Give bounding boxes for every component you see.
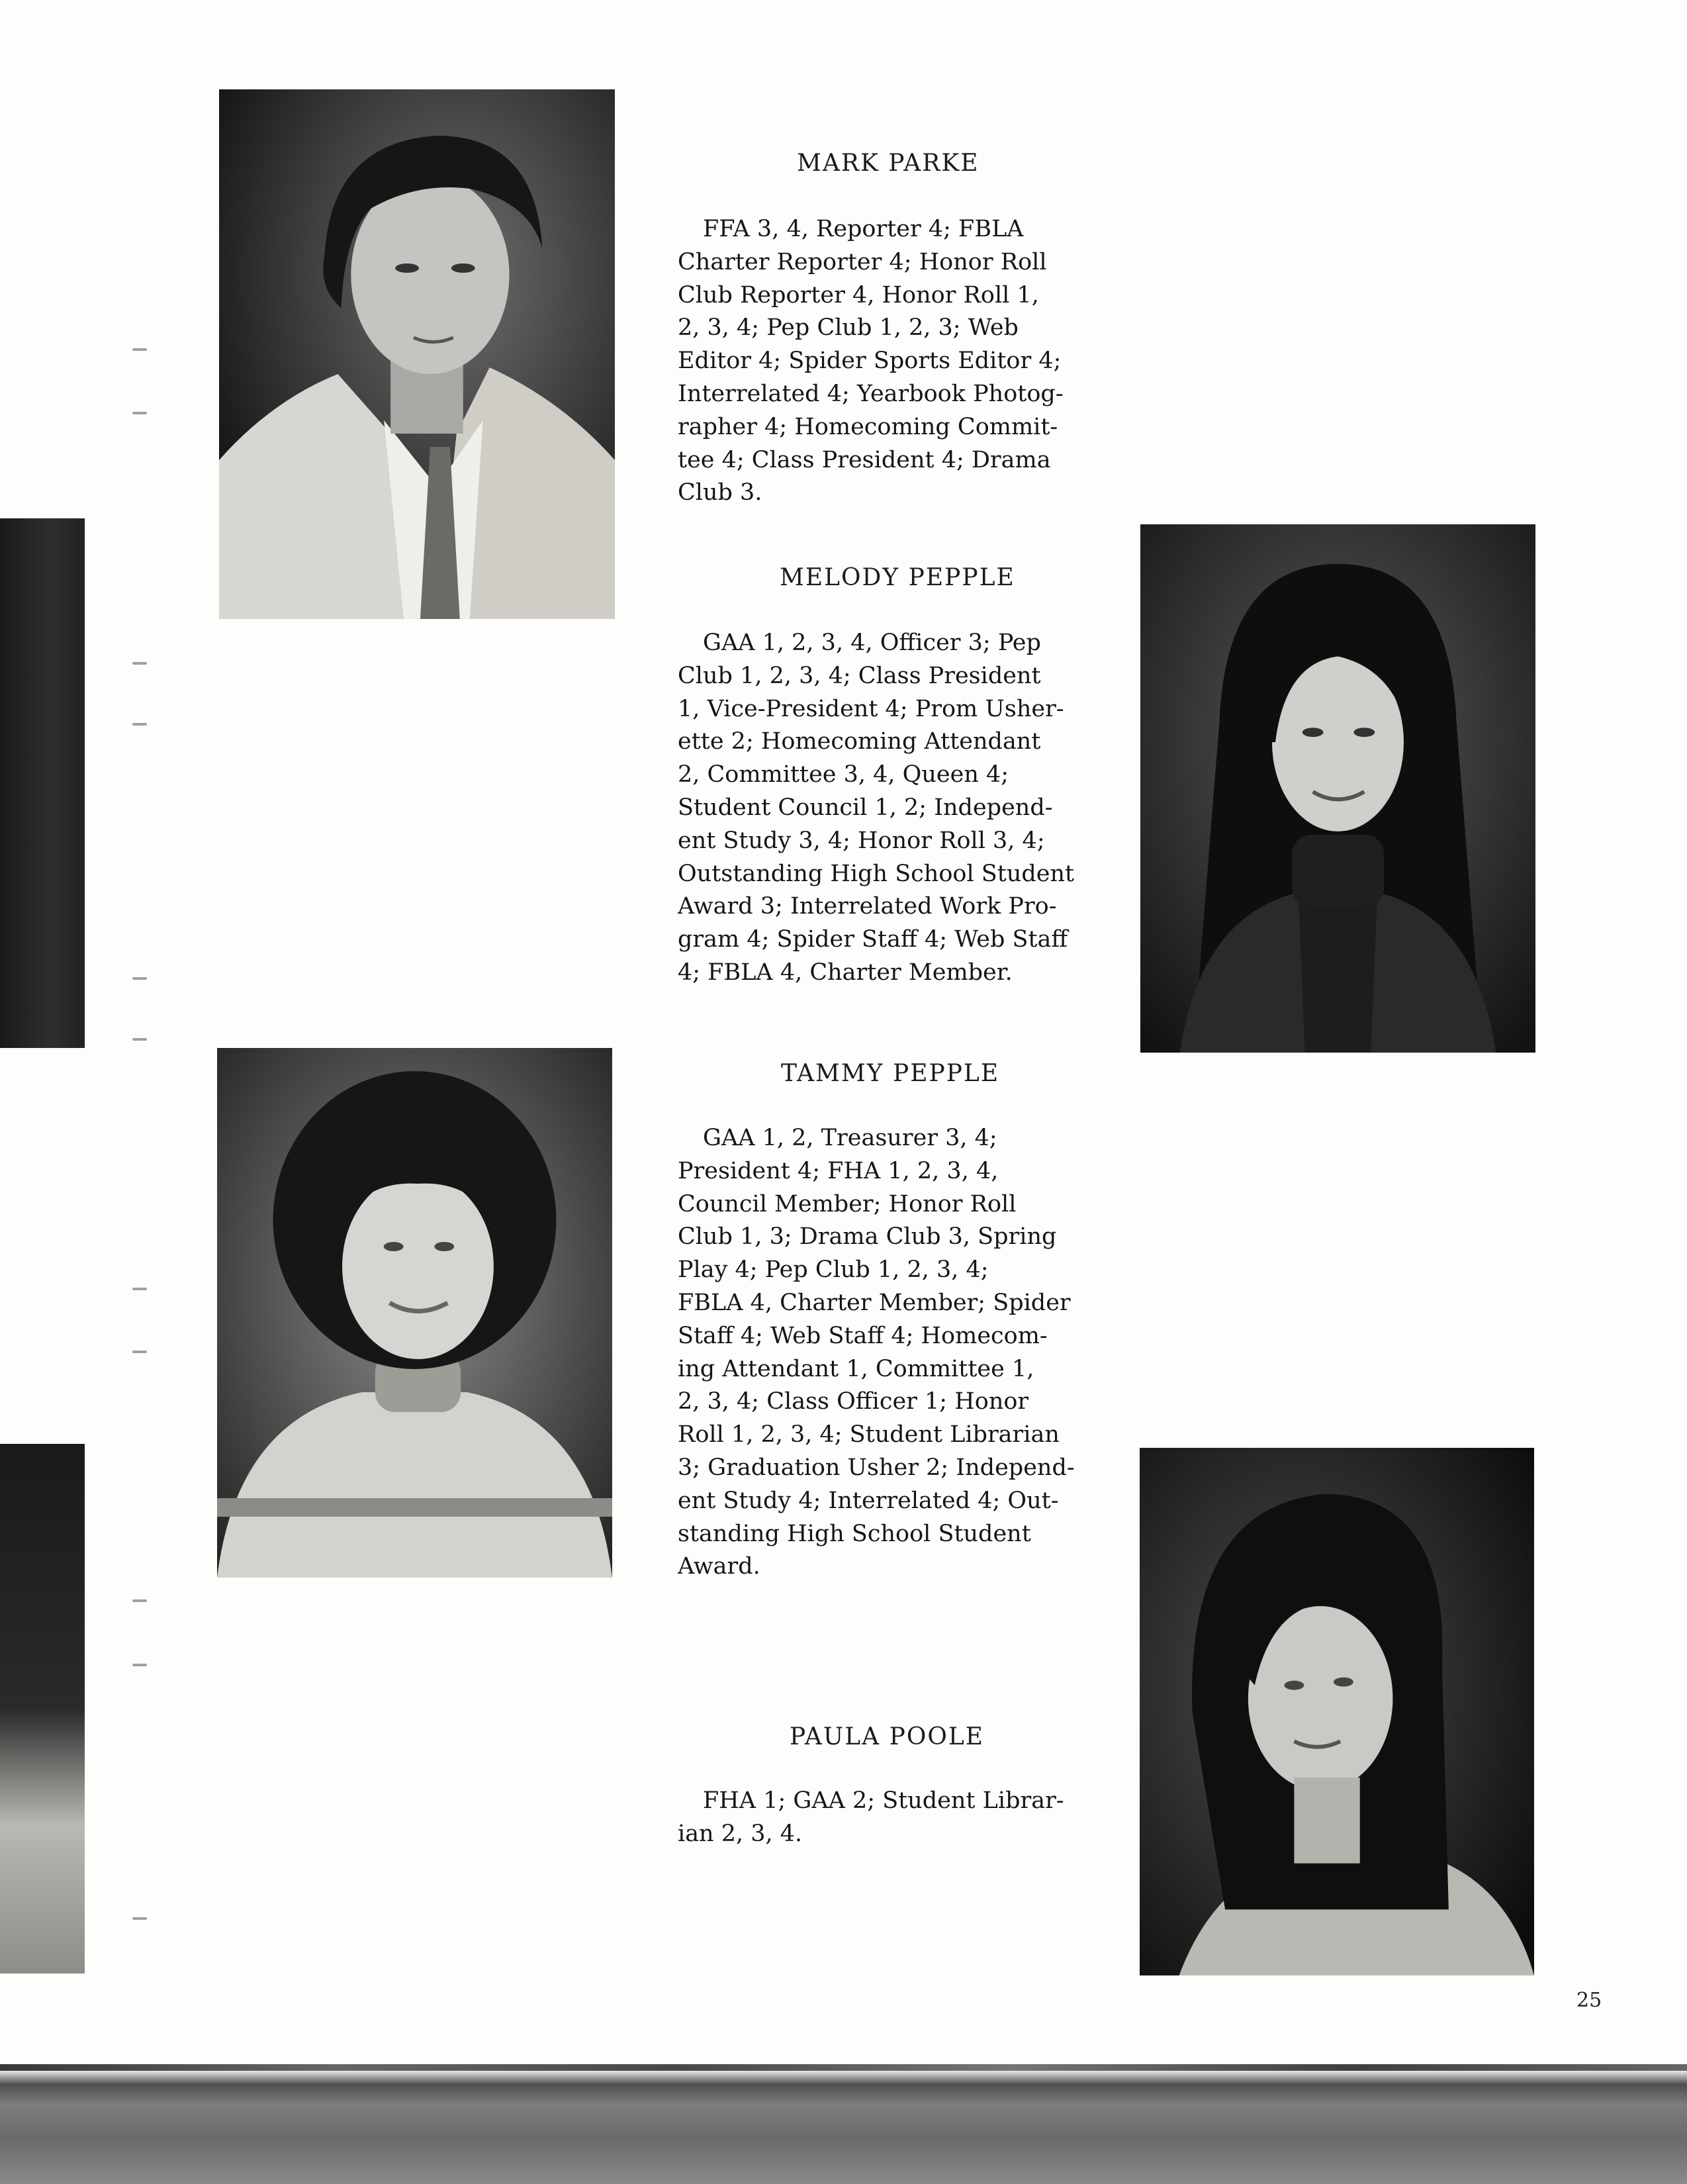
activities-line: 3; Graduation Usher 2; Independ-	[678, 1454, 1075, 1481]
binding-mark	[132, 1288, 147, 1290]
binding-mark	[132, 1917, 147, 1920]
binding-mark	[132, 662, 147, 665]
activities-line: Council Member; Honor Roll	[678, 1190, 1017, 1217]
activities-line: Outstanding High School Student	[678, 860, 1075, 887]
activities-line: Roll 1, 2, 3, 4; Student Librarian	[678, 1421, 1060, 1448]
activities-line: Club Reporter 4, Honor Roll 1,	[678, 281, 1039, 309]
activities-line: Club 1, 3; Drama Club 3, Spring	[678, 1223, 1057, 1251]
activities-line: Staff 4; Web Staff 4; Homecom-	[678, 1322, 1048, 1349]
scanner-background-strip	[0, 2071, 1687, 2184]
portrait-photo	[219, 89, 615, 619]
binding-mark	[132, 348, 147, 351]
activities-line: GAA 1, 2, Treasurer 3, 4;	[703, 1125, 997, 1151]
student-activities	[678, 627, 1088, 990]
binding-mark	[132, 1599, 147, 1602]
activities-line: rapher 4; Homecoming Commit-	[678, 413, 1058, 440]
adjacent-page-photo	[0, 518, 85, 1048]
activities-line: Interrelated 4; Yearbook Photog-	[678, 380, 1064, 407]
activities-line: Award 3; Interrelated Work Pro-	[678, 893, 1057, 920]
binding-mark	[132, 977, 147, 980]
adjacent-page-photo	[0, 1444, 85, 1973]
student-activities	[678, 213, 1088, 510]
activities-line: gram 4; Spider Staff 4; Web Staff	[678, 926, 1068, 953]
activities-line: tee 4; Class President 4; Drama	[678, 446, 1051, 473]
activities-line: ette 2; Homecoming Attendant	[678, 728, 1041, 755]
activities-line: GAA 1, 2, 3, 4, Officer 3; Pep	[703, 630, 1041, 656]
binding-mark	[132, 1664, 147, 1666]
activities-line: standing High School Student	[678, 1520, 1031, 1547]
activities-line: Award.	[678, 1553, 760, 1580]
page-number: 25	[1576, 1989, 1602, 2012]
student-name: TAMMY PEPPLE	[781, 1060, 1000, 1087]
activities-line: FHA 1; GAA 2; Student Librar-	[703, 1787, 1064, 1814]
binding-mark	[132, 412, 147, 414]
student-name: MARK PARKE	[797, 150, 980, 177]
activities-line: ing Attendant 1, Committee 1,	[678, 1355, 1034, 1382]
activities-line: Editor 4; Spider Sports Editor 4;	[678, 348, 1062, 375]
activities-line: FBLA 4, Charter Member; Spider	[678, 1289, 1071, 1316]
activities-line: Club 1, 2, 3, 4; Class President	[678, 662, 1041, 689]
activities-line: ian 2, 3, 4.	[678, 1820, 803, 1847]
activities-line: Student Council 1, 2; Independ-	[678, 794, 1053, 821]
activities-line: 4; FBLA 4, Charter Member.	[678, 959, 1013, 986]
activities-line: ent Study 3, 4; Honor Roll 3, 4;	[678, 827, 1045, 854]
binding-mark	[132, 1038, 147, 1041]
activities-line: 2, Committee 3, 4, Queen 4;	[678, 761, 1009, 788]
activities-line: 2, 3, 4; Pep Club 1, 2, 3; Web	[678, 314, 1019, 342]
activities-line: FFA 3, 4, Reporter 4; FBLA	[703, 216, 1024, 242]
activities-line: 2, 3, 4; Class Officer 1; Honor	[678, 1388, 1029, 1415]
portrait-photo	[1140, 1448, 1534, 1975]
student-activities	[678, 1122, 1088, 1584]
binding-mark	[132, 723, 147, 726]
student-name: PAULA POOLE	[790, 1723, 985, 1750]
activities-line: ent Study 4; Interrelated 4; Out-	[678, 1487, 1059, 1514]
activities-line: Club 3.	[678, 479, 762, 506]
portrait-photo	[217, 1048, 612, 1578]
activities-line: Charter Reporter 4; Honor Roll	[678, 248, 1047, 275]
binding-mark	[132, 1351, 147, 1353]
student-activities	[678, 1785, 1088, 1851]
portrait-photo	[1140, 524, 1535, 1053]
activities-line: 1, Vice-President 4; Prom Usher-	[678, 695, 1064, 722]
activities-line: Play 4; Pep Club 1, 2, 3, 4;	[678, 1257, 989, 1284]
activities-line: President 4; FHA 1, 2, 3, 4,	[678, 1157, 999, 1184]
student-name: MELODY PEPPLE	[780, 564, 1015, 591]
